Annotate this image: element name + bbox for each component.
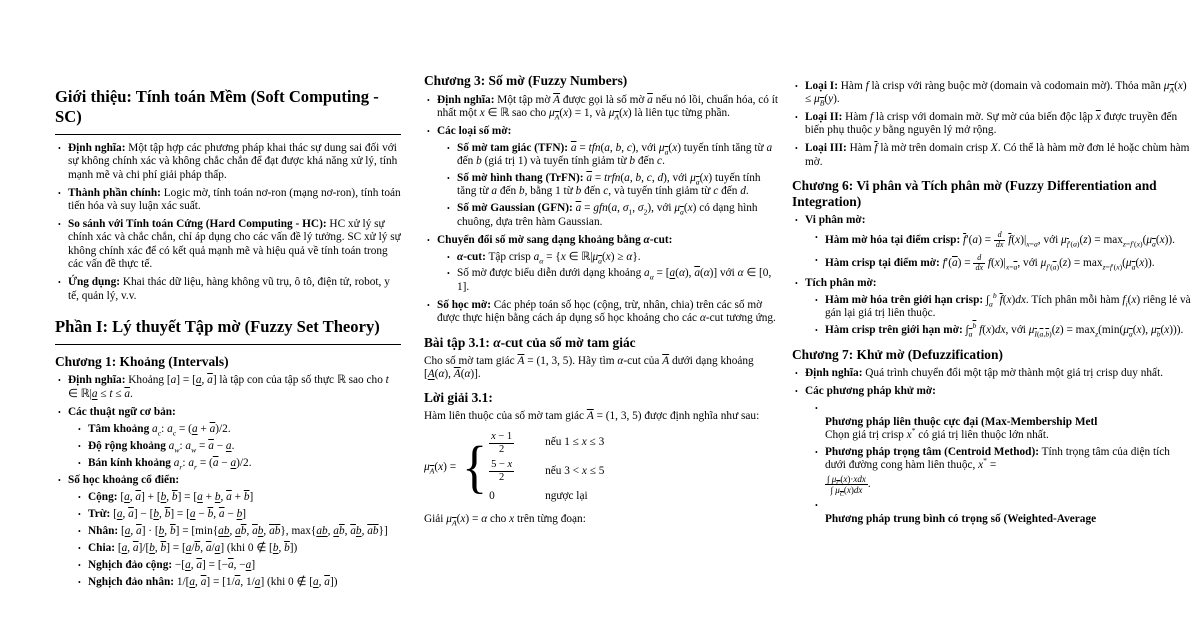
bullet-list xyxy=(68,423,401,470)
numerator: 5 − x xyxy=(491,459,513,471)
list-item: • Định nghĩa: Quá trình chuyển đổi một tập mờ thành một giá trị crisp duy nhất. xyxy=(795,367,1191,380)
list-item: • Loại III: Hàm $\overline{f}$ là mờ trên domain crisp X. Có thể là hàm mờ đơn lẻ hoặc chùm hàm mờ. xyxy=(795,142,1191,169)
list-item: • Các thuật ngữ cơ bản: • Tâm khoảng $a_c$: $a_c = (a + \overline{a})/2$. • Độ rộng khoảng $a_w$: $a_w = \overline{a} - a$. • Bán kính khoảng $a_r$: $a_r = (\overline{a} - a)/2$. xyxy=(58,406,401,470)
bullet-list xyxy=(792,80,1191,169)
formula-lhs: $\mu_{\overline{A}}(x)$ = xyxy=(424,461,457,476)
subsection-heading: Bài tập 3.1: α-cut của số mờ tam giác xyxy=(424,334,636,350)
subsection-heading: Chương 1: Khoảng (Intervals) xyxy=(55,353,229,369)
section-heading: Giới thiệu: Tính toán Mềm (Soft Computing - SC) xyxy=(55,87,401,135)
list-item: • Trừ: [a, $\overline{a}] - [b$, $\overline{b}] = [a - \overline{b}$, $\overline{a} - b$] xyxy=(78,508,401,521)
section-heading: Phần I: Lý thuyết Tập mờ (Fuzzy Set Theory) xyxy=(55,317,401,345)
case-row xyxy=(489,431,604,456)
denominator: 2 xyxy=(499,443,505,455)
subsection-heading: Lời giải 3.1: xyxy=(424,390,493,406)
bullet-list xyxy=(55,374,401,589)
list-item: • Phương pháp trọng tâm (Centroid Method): Tính trọng tâm của diện tích dưới đường cong hàm liên thuộc, x* = ∫ $\mu_{\overline{C}}(x)\cdot xdx$ ∫ $\mu_{\overline{C}}(x)dx$ . xyxy=(815,446,1191,496)
case-value xyxy=(489,459,521,484)
list-item: • Nhân: [a, $\overline{a}] \cdot [b$, $\overline{b}] = [\min\{ab$, $a\overline{b}$, $\overline{a}b$, $\overline{a}\overline{b}$}, max{ab, $a\overline{b}$, $\overline{a}b$, $\overline{a}\overline{b}$}] xyxy=(78,525,401,538)
list-item: • Loại I: Hàm f là crisp với ràng buộc mờ (domain và codomain mờ). Thỏa mãn $\mu_{\overline{A}}(x) \le \mu_{\overline{B}}(y)$. xyxy=(795,80,1191,107)
bullet-list xyxy=(68,491,401,589)
paragraph: Cho số mờ tam giác $\overline{A} = (1$, 3, 5). Hãy tìm α-cut của $\overline{A}$ dưới dạng khoảng [A(α), $\overline{A}(\alpha)$]. xyxy=(424,354,754,380)
case-value: 0 xyxy=(489,489,495,502)
numerator: x − 1 xyxy=(491,430,513,442)
subsection-heading: Chương 3: Số mờ (Fuzzy Numbers) xyxy=(424,73,628,88)
list-item: • Số học khoảng cổ điển: • Cộng: [a, $\overline{a}] + [b$, $\overline{b}] = [a + b$, $\overline{a} + \overline{b}$] • Trừ: [a, $\overline{a}] - [b$, $\overline{b}] = [a - \overline{b}$, $\overline{a} - b$] • Nhân: [a, $\overline{a}] \cdot [b$, $\overline{b}] = [\min\{ab$, $a\overline{b}$, $\overline{a}b$, $\overline{a}\overline{b}$}, max{ab, $a\overline{b}$, $\overline{a}b$, $\overline{a}\overline{b}$}] • Chia: [a, $\overline{a}]/[b$, $\overline{b}] = [a/\overline{b}$, $\overline{a}/a$] (khi 0 ∉ [b, $\overline{b}$]) • Nghịch đảo cộng: −[a, $\overline{a}] = [-\overline{a}$, −a] • Nghịch đảo nhân: 1/[a, $\overline{a}] = [1/\overline{a}$, 1/a] (khi 0 ∉ [a, $\overline{a}$]) xyxy=(58,474,401,589)
list-item: • α-cut: Tập crisp $a_\alpha = \{x$ ∈ $ℝ|\mu_{\overline{a}}(x) \ge \alpha$}. xyxy=(447,251,780,264)
case-rows xyxy=(489,431,604,505)
list-item: • Loại II: Hàm f là crisp với domain mờ. Sự mờ của biến độc lập $\overline{x}$ được truyền đến biến phụ thuộc y bằng nguyên lý mở rộng. xyxy=(795,111,1191,138)
list-item: • Định nghĩa: Khoảng [a] = [a, $\overline{a}$] là tập con của tập số thực ℝ sao cho t ∈ ℝ|a ≤ $t \le \overline{a}$. xyxy=(58,374,401,401)
paragraph: Hàm liên thuộc của số mờ tam giác $\overline{A} = (1$, 3, 5) được định nghĩa như sau: xyxy=(424,410,760,423)
case-value xyxy=(489,431,521,456)
list-item: • Hàm crisp tại điểm mờ: $f'(\overline{a})$ = $\frac{d}{dx}$ $f(x)|_{x=\overline{a}}$, với $\mu_{f'(\overline{a})}(z) = \max_{z=f'(x)}(\mu_{\overline{a}}(x))$. xyxy=(815,254,1191,273)
list-item: • Số mờ Gaussian (GFN): $\overline{a} = gfn(a$, $\sigma_1$, $\sigma_2$), với $\mu_{\overline{a}}(x)$ có dạng hình chuông, dựa trên hàm Gaussian. xyxy=(447,202,780,229)
list-item: • Các phương pháp khử mờ: • Phương pháp liên thuộc cực đại (Max-Membership Metl Chọn giá trị crisp x* có giá trị liên thuộc lớn nhất. • Phương pháp trọng tâm (Centroid Method): Tính trọng tâm của diện tích dưới đường cong hàm liên thuộc, x* = ∫ $\mu_{\overline{C}}(x)\cdot xdx$ ∫ $\mu_{\overline{C}}(x)dx$ . • Phương pháp trung bình có trọng số (Weighted-Average xyxy=(795,385,1191,526)
list-item: • Bán kính khoảng $a_r$: $a_r = (\overline{a} - a)/2$. xyxy=(78,457,401,470)
fraction xyxy=(489,459,514,484)
denominator: 2 xyxy=(499,472,505,484)
column-middle xyxy=(424,0,780,529)
bullet-list xyxy=(55,142,401,303)
list-item: • Tâm khoảng $a_c$: $a_c = (a + \overline{a})/2$. xyxy=(78,423,401,436)
case-condition: nếu 1 ≤ x ≤ 3 xyxy=(545,436,605,449)
list-item: • Cộng: [a, $\overline{a}] + [b$, $\overline{b}] = [a + b$, $\overline{a} + \overline{b}$] xyxy=(78,491,401,504)
list-item: • Chuyển đổi số mờ sang dạng khoảng bằng α-cut: • α-cut: Tập crisp $a_\alpha = \{x$ ∈ $ℝ|\mu_{\overline{a}}(x) \ge \alpha$}. • Số mờ được biểu diễn dưới dạng khoảng $a_\alpha = [a(\alpha)$, $\overline{a}(\alpha)$] với α ∈ [0, 1]. xyxy=(427,234,780,295)
list-item: • Hàm mờ hóa tại điểm crisp: $\overline{f}'(a)$ = $\frac{d}{dx}$ $\overline{f}(x)|_{x=a}$, với $\mu_{\overline{f}'(a)}(z) = \max_{z=f'(x)}(\mu_{\overline{a}}(x))$. xyxy=(815,231,1191,250)
list-item: • Vi phân mờ: • Hàm mờ hóa tại điểm crisp: $\overline{f}'(a)$ = $\frac{d}{dx}$ $\overline{f}(x)|_{x=a}$, với $\mu_{\overline{f}'(a)}(z) = \max_{z=f'(x)}(\mu_{\overline{a}}(x))$. • Hàm crisp tại điểm mờ: $f'(\overline{a})$ = $\frac{d}{dx}$ $f(x)|_{x=\overline{a}}$, với $\mu_{f'(\overline{a})}(z) = \max_{z=f'(x)}(\mu_{\overline{a}}(x))$. xyxy=(795,214,1191,272)
case-condition: nếu 3 < x ≤ 5 xyxy=(545,464,605,477)
list-item: • Phương pháp trung bình có trọng số (Weighted-Average xyxy=(815,499,1191,526)
paragraph: Giải $\mu_{\overline{A}}(x) = \alpha$ cho x trên từng đoạn: xyxy=(424,512,586,528)
left-brace-glyph: { xyxy=(462,435,488,500)
list-item: • Nghịch đảo cộng: −[a, $\overline{a}] = [-\overline{a}$, −a] xyxy=(78,559,401,572)
piecewise-formula xyxy=(424,431,780,505)
list-item: • So sánh với Tính toán Cứng (Hard Computing - HC): HC xử lý sự chính xác và chắc chắn, chỉ áp dụng cho các vấn đề lý tưởng. SC xử lý sự không chính xác để có kết quả mạnh mẽ và hiệu quả về tính toán trong các vấn đề thực tế. xyxy=(58,218,401,272)
column-left xyxy=(55,0,401,594)
case-row xyxy=(489,488,604,505)
list-item: • Ứng dụng: Khai thác dữ liệu, hàng không vũ trụ, ô tô, điện tử, robot, y tế, quản lý, v.v. xyxy=(58,276,401,303)
bullet-list xyxy=(424,94,780,326)
bullet-list xyxy=(805,291,1191,339)
bullet-list xyxy=(437,251,780,295)
list-item: • Số mờ tam giác (TFN): $\overline{a} = tfn(a$, b, c), với $\mu_{\overline{a}}(x)$ tuyến tính tăng từ a đến b (giá trị 1) và tuyến tính giảm từ b đến c. xyxy=(447,142,780,169)
bullet-list xyxy=(805,231,1191,272)
fraction xyxy=(489,431,514,456)
list-item: • Hàm mờ hóa trên giới hạn crisp: $\int_a^b$ $\overline{f}(x)dx$. Tích phân mỗi hàm $f_i(x)$ riêng lẻ và gán lại giá trị liên thuộc. xyxy=(815,294,1191,321)
subsection-heading: Chương 6: Vi phân và Tích phân mờ (Fuzzy Differentiation and Integration) xyxy=(792,177,1157,209)
list-item: • Số mờ được biểu diễn dưới dạng khoảng $a_\alpha = [a(\alpha)$, $\overline{a}(\alpha)$] với α ∈ [0, 1]. xyxy=(447,267,780,294)
bullet-list xyxy=(437,142,780,229)
list-item: • Hàm crisp trên giới hạn mờ: $\int_{\overline{a}}^{\overline{b}}$ f(x)dx, với $\mu_{\overline{I}(\overline{a},\overline{b})}(z) = \max_z(\min(\mu_{\overline{a}}(x)$, $\mu_{\overline{b}}(x)$)). xyxy=(815,324,1191,337)
list-item: • Định nghĩa: Một tập mờ $\overline{A}$ được gọi là số mờ $\overline{a}$ nếu nó lồi, chuẩn hóa, có ít nhất một x ∈ ℝ sao cho $\mu_{\overline{A}}(x) = 1$, và $\mu_{\overline{A}}(x)$ là liên tục từng phần. xyxy=(427,94,780,121)
list-item: • Định nghĩa: Một tập hợp các phương pháp khai thác sự dung sai đối với sự không chính xác và không chắc chắn để đạt được khả năng xử lý, tính mạnh mẽ và chi phí giải pháp thấp. xyxy=(58,142,401,182)
bullet-list xyxy=(792,367,1191,526)
subsection-heading: Chương 7: Khử mờ (Defuzzification) xyxy=(792,346,1003,362)
list-item: • Thành phần chính: Logic mờ, tính toán nơ-ron (mạng nơ-ron), tính toán tiến hóa và suy luận xác suất. xyxy=(58,187,401,214)
list-item: • Chia: [a, $\overline{a}]/[b$, $\overline{b}] = [a/\overline{b}$, $\overline{a}/a$] (khi 0 ∉ [b, $\overline{b}$]) xyxy=(78,542,401,555)
list-item: • Độ rộng khoảng $a_w$: $a_w = \overline{a} - a$. xyxy=(78,440,401,453)
list-item: • Phương pháp liên thuộc cực đại (Max-Membership Metl Chọn giá trị crisp x* có giá trị liên thuộc lớn nhất. xyxy=(815,402,1191,442)
list-item: • Số học mờ: Các phép toán số học (cộng, trừ, nhân, chia) trên các số mờ được thực hiện bằng cách áp dụng số học khoảng cho các α-cut tương ứng. xyxy=(427,299,780,326)
column-right xyxy=(792,0,1191,531)
case-row xyxy=(489,459,604,484)
case-condition: ngược lại xyxy=(545,489,588,502)
bullet-list xyxy=(792,214,1191,337)
list-item: • Tích phân mờ: • Hàm mờ hóa trên giới hạn crisp: $\int_a^b$ $\overline{f}(x)dx$. Tích phân mỗi hàm $f_i(x)$ riêng lẻ và gán lại giá trị liên thuộc. • Hàm crisp trên giới hạn mờ: $\int_{\overline{a}}^{\overline{b}}$ f(x)dx, với $\mu_{\overline{I}(\overline{a},\overline{b})}(z) = \max_z(\min(\mu_{\overline{a}}(x)$, $\mu_{\overline{b}}(x)$)). xyxy=(795,277,1191,338)
list-item: • Nghịch đảo nhân: 1/[a, $\overline{a}] = [1/\overline{a}$, 1/a] (khi 0 ∉ [a, $\overline{a}$]) xyxy=(78,576,401,589)
list-item: • Các loại số mờ: • Số mờ tam giác (TFN): $\overline{a} = tfn(a$, b, c), với $\mu_{\overline{a}}(x)$ tuyến tính tăng từ a đến b (giá trị 1) và tuyến tính giảm từ b đến c. • Số mờ hình thang (TrFN): $\overline{a}$ = trfn(a, b, c, d), với $\mu_{\overline{a}}(x)$ tuyến tính tăng từ a đến b, bằng 1 từ b đến c, và tuyến tính giảm từ c đến d. • Số mờ Gaussian (GFN): $\overline{a} = gfn(a$, $\sigma_1$, $\sigma_2$), với $\mu_{\overline{a}}(x)$ có dạng hình chuông, dựa trên hàm Gaussian. xyxy=(427,125,780,229)
bullet-list xyxy=(805,402,1191,526)
list-item: • Số mờ hình thang (TrFN): $\overline{a}$ = trfn(a, b, c, d), với $\mu_{\overline{a}}(x)$ tuyến tính tăng từ a đến b, bằng 1 từ b đến c, và tuyến tính giảm từ c đến d. xyxy=(447,172,780,199)
